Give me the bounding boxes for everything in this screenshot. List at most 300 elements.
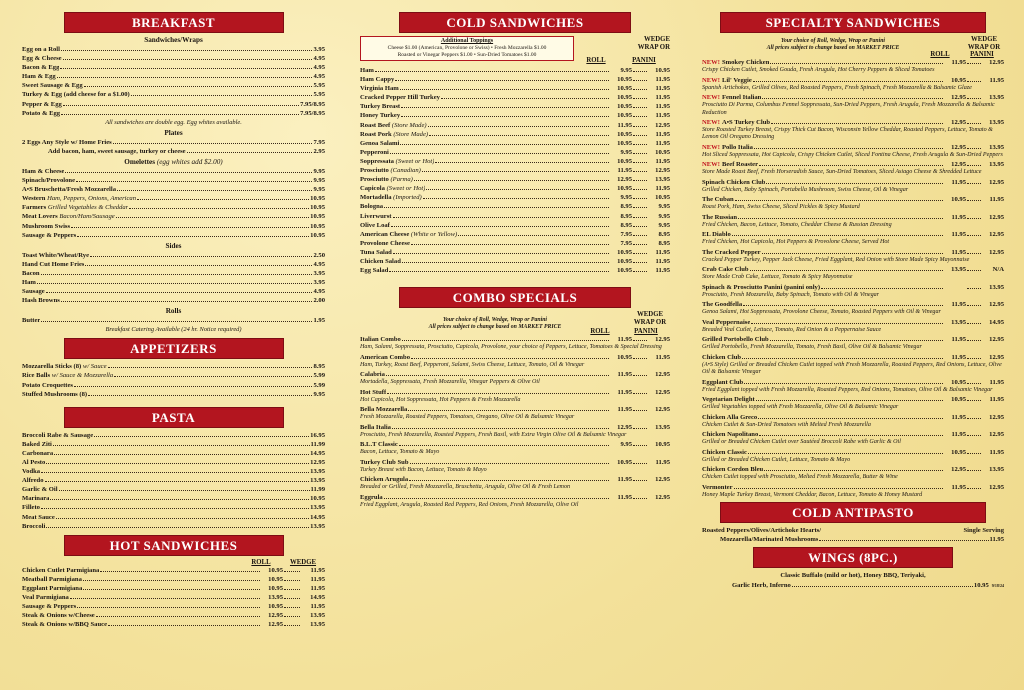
item-name-text: Smokey Chicken xyxy=(721,59,770,66)
dot-leader xyxy=(967,165,981,166)
item-name xyxy=(22,296,60,305)
menu-item-row xyxy=(702,353,1004,362)
dot-leader xyxy=(633,162,647,163)
item-price-roll: 12.95 xyxy=(617,176,632,184)
item-name-text: Egg & Cheese xyxy=(22,55,62,63)
item-name xyxy=(360,230,457,239)
item-price-wedge: 11.95 xyxy=(310,603,325,611)
menu-item-row xyxy=(22,194,325,203)
dot-leader xyxy=(967,340,981,341)
item-price: 3.95 xyxy=(313,46,325,53)
item-name xyxy=(702,248,761,257)
menu-item-row xyxy=(702,430,1004,439)
item-name-text: Spinach/Provolone xyxy=(22,177,76,185)
dot-leader xyxy=(61,301,313,302)
dot-leader xyxy=(633,340,647,341)
item-name-text: Eggrula xyxy=(360,493,383,501)
item-name-text: Cracked Pepper Hill Turkey xyxy=(360,94,440,102)
wings-line-1: Classic Buffalo (mild or hot), Honey BBQ, Teriyaki, xyxy=(780,572,926,580)
menu-item-row xyxy=(22,231,325,240)
item-price-roll: 10.95 xyxy=(617,353,632,361)
dot-leader xyxy=(56,518,309,519)
item-name xyxy=(22,185,116,194)
item-price-roll: 11.95 xyxy=(617,371,632,379)
dot-leader xyxy=(284,598,300,599)
item-name-text: Potato Croquettes xyxy=(22,381,73,389)
item-price-wedge: 11.95 xyxy=(989,196,1004,204)
dot-leader xyxy=(37,283,313,284)
antipasto-line-1: Roasted Peppers/Olives/Artichoke Hearts/ Single Serving xyxy=(702,527,1004,535)
item-name xyxy=(22,371,113,380)
new-badge: NEW! xyxy=(702,59,720,66)
menu-item-row xyxy=(702,230,1004,239)
dot-leader xyxy=(83,580,260,581)
dot-leader xyxy=(762,253,943,254)
item-name xyxy=(22,176,75,185)
item-name-text: Olive Loaf xyxy=(360,221,390,229)
dot-leader xyxy=(967,63,981,64)
item-price-roll: 10.95 xyxy=(617,85,632,93)
item-price: 2.95 xyxy=(313,147,325,155)
dot-leader xyxy=(633,358,647,359)
item-name-text: American Cheese xyxy=(360,230,410,238)
item-price-wedge: 9.95 xyxy=(658,221,670,229)
item-price: 4.95 xyxy=(313,288,325,296)
item-name-text: Calabria xyxy=(360,371,385,379)
menu-item-row xyxy=(360,93,670,102)
menu-item-row xyxy=(22,278,325,287)
item-price-roll: 9.95 xyxy=(620,148,632,156)
item-name xyxy=(22,449,53,458)
item-name-text: Baked Ziti xyxy=(22,440,52,448)
dot-leader xyxy=(633,271,647,272)
item-name xyxy=(360,66,374,75)
dot-leader xyxy=(967,305,981,306)
item-price: 9.95 xyxy=(313,177,325,185)
item-name xyxy=(360,148,389,157)
item-name xyxy=(22,467,40,476)
hot-sandwiches-header: HOT SANDWICHES xyxy=(64,535,284,556)
item-price-roll: 10.95 xyxy=(617,94,632,102)
item-price-roll: 7.95 xyxy=(620,239,632,247)
combo-col-head: ROLL PANINI xyxy=(590,328,658,336)
item-price-roll: 10.95 xyxy=(617,267,632,275)
dot-leader xyxy=(59,490,310,491)
item-description: Grilled Vegetables topped with Fresh Mozzarella, Olive Oil & Balsamic Vinegar xyxy=(702,404,899,411)
item-price-roll: 11.95 xyxy=(617,388,632,396)
item-detail: Ham, Peppers, Onions, American xyxy=(47,195,136,203)
menu-item-row xyxy=(360,257,670,266)
dot-leader xyxy=(633,189,647,190)
item-price-wedge: 11.95 xyxy=(310,584,325,592)
item-description: Ham, Salami, Soppressata, Prosciutto, Capicola, Provolone, your choice of Peppers, Lettuce, Tomatoes & Special Dressing xyxy=(360,344,662,351)
dot-leader xyxy=(633,116,647,117)
item-price: 7.95/8.95 xyxy=(300,100,325,108)
menu-item-row xyxy=(360,370,670,379)
column-middle xyxy=(360,12,670,510)
dot-leader xyxy=(633,171,647,172)
item-name-text: Vodka xyxy=(22,468,41,476)
cold-sandwiches-header: COLD SANDWICHES xyxy=(399,12,631,33)
dot-leader xyxy=(967,435,981,436)
item-price-roll: 10.95 xyxy=(617,76,632,84)
dot-leader xyxy=(633,445,647,446)
dot-leader xyxy=(46,292,313,293)
item-price: 9.95 xyxy=(313,167,325,175)
item-name xyxy=(702,448,747,457)
menu-item-row xyxy=(22,316,325,325)
dot-leader xyxy=(284,625,300,626)
item-price: 5.95 xyxy=(313,82,325,90)
item-price: 8.95 xyxy=(313,363,325,371)
item-price-roll: 11.95 xyxy=(951,178,966,186)
dot-leader xyxy=(399,445,609,446)
menu-item-row xyxy=(702,248,1004,257)
menu-item-row xyxy=(22,81,325,90)
dot-leader xyxy=(391,226,609,227)
item-price: 2.50 xyxy=(313,251,325,259)
item-name-text: Egg on a Roll xyxy=(22,46,60,53)
menu-item-row xyxy=(702,265,1004,274)
item-name-text: Steak & Onions w/Cheese xyxy=(22,612,95,620)
item-detail: (Parma) xyxy=(390,176,413,184)
menu-item-row xyxy=(22,185,325,194)
item-name xyxy=(22,485,58,494)
item-price-wedge: 11.95 xyxy=(989,448,1004,456)
item-name xyxy=(360,335,401,344)
dot-leader xyxy=(633,198,647,199)
dot-leader xyxy=(967,148,981,149)
dot-leader xyxy=(409,480,609,481)
menu-item-row xyxy=(22,167,325,176)
dot-leader xyxy=(284,580,300,581)
item-name-text: Butter xyxy=(22,317,41,325)
item-name xyxy=(22,45,60,54)
item-price-roll: 13.95 xyxy=(268,594,283,602)
menu-item-row xyxy=(360,405,670,414)
menu-item-row xyxy=(22,476,325,485)
item-name xyxy=(722,76,752,85)
menu-item-row xyxy=(22,203,325,212)
item-price-wedge: 12.95 xyxy=(989,178,1004,186)
dot-leader xyxy=(137,199,309,200)
item-name xyxy=(702,413,757,422)
item-detail: Bacon/Ham/Sausage xyxy=(59,213,115,221)
dot-leader xyxy=(401,116,609,117)
dot-leader xyxy=(633,226,647,227)
dot-leader xyxy=(129,208,309,209)
item-price-roll: 11.95 xyxy=(617,493,632,501)
dot-leader xyxy=(422,171,609,172)
item-name xyxy=(22,63,59,72)
menu-item-row xyxy=(22,440,325,449)
item-price: 1.95 xyxy=(313,317,325,325)
item-name-text: Pepperoni xyxy=(360,148,389,156)
item-price-wedge: 11.95 xyxy=(655,185,670,193)
menu-item-row xyxy=(22,260,325,269)
item-price-roll: 10.95 xyxy=(617,139,632,147)
item-description: Crispy Chicken Cutlet, Smoked Gouda, Fresh Arugula, Hot Cherry Peppers & Sliced Tomatoes xyxy=(702,67,935,74)
item-name xyxy=(360,166,421,175)
menu-item-row xyxy=(702,283,1004,292)
item-price: 11.99 xyxy=(310,486,325,494)
item-name xyxy=(360,93,440,102)
item-price-wedge: 12.95 xyxy=(655,121,670,129)
dot-leader xyxy=(90,256,312,257)
column-left xyxy=(22,12,325,629)
dot-leader xyxy=(967,323,981,324)
item-price-wedge: 8.95 xyxy=(658,239,670,247)
menu-item-row xyxy=(22,287,325,296)
item-price-wedge: 8.95 xyxy=(658,230,670,238)
item-price: 10.95 xyxy=(310,231,325,239)
item-name-text: Bella Mozzarella xyxy=(360,406,408,414)
item-name xyxy=(22,231,76,240)
dot-leader xyxy=(83,589,260,590)
dot-leader xyxy=(428,126,609,127)
item-price: 11.99 xyxy=(310,440,325,448)
dot-leader xyxy=(114,376,312,377)
dot-leader xyxy=(633,153,647,154)
dot-leader xyxy=(429,135,609,136)
item-name-text: The Goodfella xyxy=(702,301,743,309)
item-price-wedge: 9.95 xyxy=(658,212,670,220)
item-description: Roast Pork, Ham, Swiss Cheese, Sliced Pickles & Spicy Mustard xyxy=(702,204,860,211)
dot-leader xyxy=(759,165,943,166)
item-name-text: Prosciutto xyxy=(360,167,389,175)
menu-item-row xyxy=(702,448,1004,457)
item-name-text: Soppressata xyxy=(360,157,394,165)
item-name xyxy=(22,362,107,371)
item-name-text: Chicken Salad xyxy=(360,257,401,265)
dot-leader xyxy=(70,598,260,599)
menu-item-row xyxy=(22,503,325,512)
item-price: 13.95 xyxy=(310,477,325,485)
item-price: 5.95 xyxy=(313,91,325,99)
dot-leader xyxy=(967,183,981,184)
item-description: Chicken Cutlet & Sun-Dried Tomatoes with Melted Fresh Mozzarella xyxy=(702,421,871,428)
item-price-roll: 8.95 xyxy=(620,221,632,229)
item-name-text: The Russian xyxy=(702,213,737,221)
cold-col-head: WEDGE WRAP OR xyxy=(637,36,670,51)
item-price-wedge: 13.95 xyxy=(989,283,1004,291)
menu-item-row xyxy=(22,575,325,584)
item-price-roll: 10.95 xyxy=(951,76,966,84)
item-name-text: Beef Roaster xyxy=(721,161,759,169)
item-name xyxy=(360,388,386,397)
item-price-roll: 10.95 xyxy=(617,257,632,265)
item-description: (A•S Style) Grilled or Breaded Chicken Cutlet topped with Fresh Mozzarella, Roasted Peppers, Red Onions, Lettuce, Olive Oil & Balsamic Vinegar xyxy=(702,361,1002,376)
item-description: Mortadella, Soppressata, Fresh Mozzarella, Vinegar Peppers & Olive Oil xyxy=(360,379,540,386)
item-name xyxy=(360,157,434,166)
item-name xyxy=(22,602,76,611)
item-description: Prosciutto, Fresh Mozzarella, Roasted Peppers, Fresh Basil, with Extra Virgin Olive Oil & Balsamic Vinegar xyxy=(360,431,627,438)
menu-item-row xyxy=(22,138,325,147)
item-price-roll: 12.95 xyxy=(617,423,632,431)
item-price-roll: 12.95 xyxy=(268,612,283,620)
item-name xyxy=(702,353,741,362)
dot-leader xyxy=(375,71,609,72)
menu-item-row xyxy=(360,335,670,344)
menu-item-row xyxy=(22,467,325,476)
item-name xyxy=(22,212,115,221)
menu-item-row xyxy=(702,483,1004,492)
dot-leader xyxy=(54,454,309,455)
item-price-roll: 10.95 xyxy=(617,157,632,165)
dot-leader xyxy=(45,481,310,482)
item-detail: (Store Made) xyxy=(391,121,427,129)
item-price-wedge: 13.95 xyxy=(655,176,670,184)
menu-item-row xyxy=(22,109,325,118)
item-name-text: Bacon xyxy=(22,269,40,277)
item-price: 4.95 xyxy=(313,64,325,72)
dot-leader xyxy=(390,153,609,154)
item-price-roll: 10.95 xyxy=(617,103,632,111)
breakfast-sub-plates: Plates xyxy=(164,128,183,137)
menu-item-row xyxy=(22,100,325,109)
combo-specials-header: COMBO SPECIALS xyxy=(399,287,631,308)
dot-leader xyxy=(633,126,647,127)
item-name xyxy=(702,300,742,309)
item-name xyxy=(22,440,52,449)
item-price-roll: 11.95 xyxy=(951,336,966,344)
dot-leader xyxy=(414,180,609,181)
menu-item-row xyxy=(702,76,1004,85)
item-name-text: Ham & Egg xyxy=(22,73,56,81)
item-price: 10.95 xyxy=(310,222,325,230)
item-name xyxy=(702,195,734,204)
menu-item-row xyxy=(22,72,325,81)
appetizers-list xyxy=(22,362,325,398)
menu-item-row xyxy=(22,513,325,522)
item-name xyxy=(360,121,427,130)
item-price-roll: 11.95 xyxy=(617,406,632,414)
item-price-wedge: 11.95 xyxy=(655,76,670,84)
item-price-roll: 11.95 xyxy=(617,336,632,344)
dot-leader xyxy=(633,498,647,499)
item-description: Grilled Chicken, Baby Spinach, Portabella Mushroom, Swiss Cheese, Oil & Vinegar xyxy=(702,186,909,193)
menu-item-row xyxy=(360,230,670,239)
item-name xyxy=(360,212,392,221)
dot-leader xyxy=(633,375,647,376)
item-name xyxy=(22,90,130,99)
menu-item-row xyxy=(702,318,1004,327)
item-description: Store Made Crab Cake, Lettuce, Tomato & Spicy Mayonnaise xyxy=(702,274,853,281)
menu-item-row xyxy=(360,166,670,175)
item-name-text: Potato & Egg xyxy=(22,109,61,117)
item-name xyxy=(360,102,400,111)
item-name xyxy=(22,278,36,287)
item-name-text: Provolone Cheese xyxy=(360,239,410,247)
dot-leader xyxy=(384,498,609,499)
item-name-text: The Cuban xyxy=(702,196,734,204)
item-name xyxy=(22,81,83,90)
dot-leader xyxy=(386,375,609,376)
item-price-roll: 10.95 xyxy=(951,196,966,204)
dot-leader xyxy=(633,207,647,208)
dot-leader xyxy=(742,358,943,359)
item-price: 9.95 xyxy=(313,390,325,398)
dot-leader xyxy=(393,253,609,254)
dot-leader xyxy=(756,400,943,401)
dot-leader xyxy=(967,383,981,384)
dot-leader xyxy=(41,274,313,275)
item-price-wedge: 13.95 xyxy=(989,118,1004,126)
dot-leader xyxy=(392,428,609,429)
item-price: 13.95 xyxy=(310,468,325,476)
menu-item-row xyxy=(360,212,670,221)
menu-item-row xyxy=(22,494,325,503)
item-name xyxy=(722,143,753,152)
item-price-wedge: 13.95 xyxy=(989,143,1004,151)
item-name-text: Prosciutto xyxy=(360,176,389,184)
item-name xyxy=(22,222,70,231)
item-price-wedge: 10.95 xyxy=(655,67,670,74)
item-price-wedge: 12.95 xyxy=(989,301,1004,309)
dot-leader xyxy=(384,207,609,208)
item-name-text: Lil' Veggie xyxy=(721,76,752,84)
item-price-wedge: 12.95 xyxy=(989,231,1004,239)
dot-leader xyxy=(65,172,312,173)
item-name xyxy=(22,584,82,593)
item-price: 9.95 xyxy=(313,186,325,194)
menu-item-row xyxy=(702,300,1004,309)
dot-leader xyxy=(633,410,647,411)
menu-item-row xyxy=(702,213,1004,222)
item-description: Breaded or Grilled, Fresh Mozzarella, Bruschetta, Arugula, Olive Oil & Fresh Lemon xyxy=(360,484,571,491)
menu-item-row xyxy=(22,431,325,440)
item-name-text: Garlic & Oil xyxy=(22,486,58,494)
dot-leader xyxy=(50,499,309,500)
item-price-wedge: 11.95 xyxy=(310,566,325,574)
item-name-text: Eggplant Parmigiana xyxy=(22,584,83,592)
item-name xyxy=(22,251,89,260)
breakfast-omelettes-list xyxy=(22,167,325,240)
item-description: Spanish Artichokes, Grilled Olives, Red Roasted Peppers, Fresh Spinach, Fresh Mozzarella & Balsamic Glaze xyxy=(702,84,972,91)
breakfast-plates-list xyxy=(22,138,325,156)
menu-item-row xyxy=(360,66,670,75)
dot-leader xyxy=(53,445,310,446)
item-name-text: Hand Cut Home Fries xyxy=(22,260,85,268)
item-name xyxy=(22,109,60,118)
menu-item-row xyxy=(360,193,670,202)
item-name xyxy=(22,260,84,269)
menu-item-row xyxy=(22,269,325,278)
item-name xyxy=(722,93,761,102)
dot-leader xyxy=(389,271,609,272)
item-price-wedge: 12.95 xyxy=(655,371,670,379)
menu-item-row xyxy=(702,195,1004,204)
item-name xyxy=(22,167,64,176)
item-price-wedge: 11.95 xyxy=(655,458,670,466)
dot-leader xyxy=(284,589,300,590)
menu-item-row xyxy=(360,102,670,111)
dot-leader xyxy=(967,418,981,419)
dot-leader xyxy=(633,107,647,108)
item-price-wedge: 12.95 xyxy=(655,493,670,501)
item-name-text: Chicken Club xyxy=(702,353,742,361)
item-price: 5.99 xyxy=(313,372,325,380)
item-name-text: Rice Balls xyxy=(22,372,51,380)
menu-item-row xyxy=(360,388,670,397)
menu-item-row xyxy=(702,93,1004,102)
dot-leader xyxy=(60,68,312,69)
dot-leader xyxy=(402,262,609,263)
dot-leader xyxy=(967,270,981,271)
menu-item-row xyxy=(22,620,325,629)
new-badge: NEW! xyxy=(702,118,720,126)
item-name xyxy=(360,423,391,432)
